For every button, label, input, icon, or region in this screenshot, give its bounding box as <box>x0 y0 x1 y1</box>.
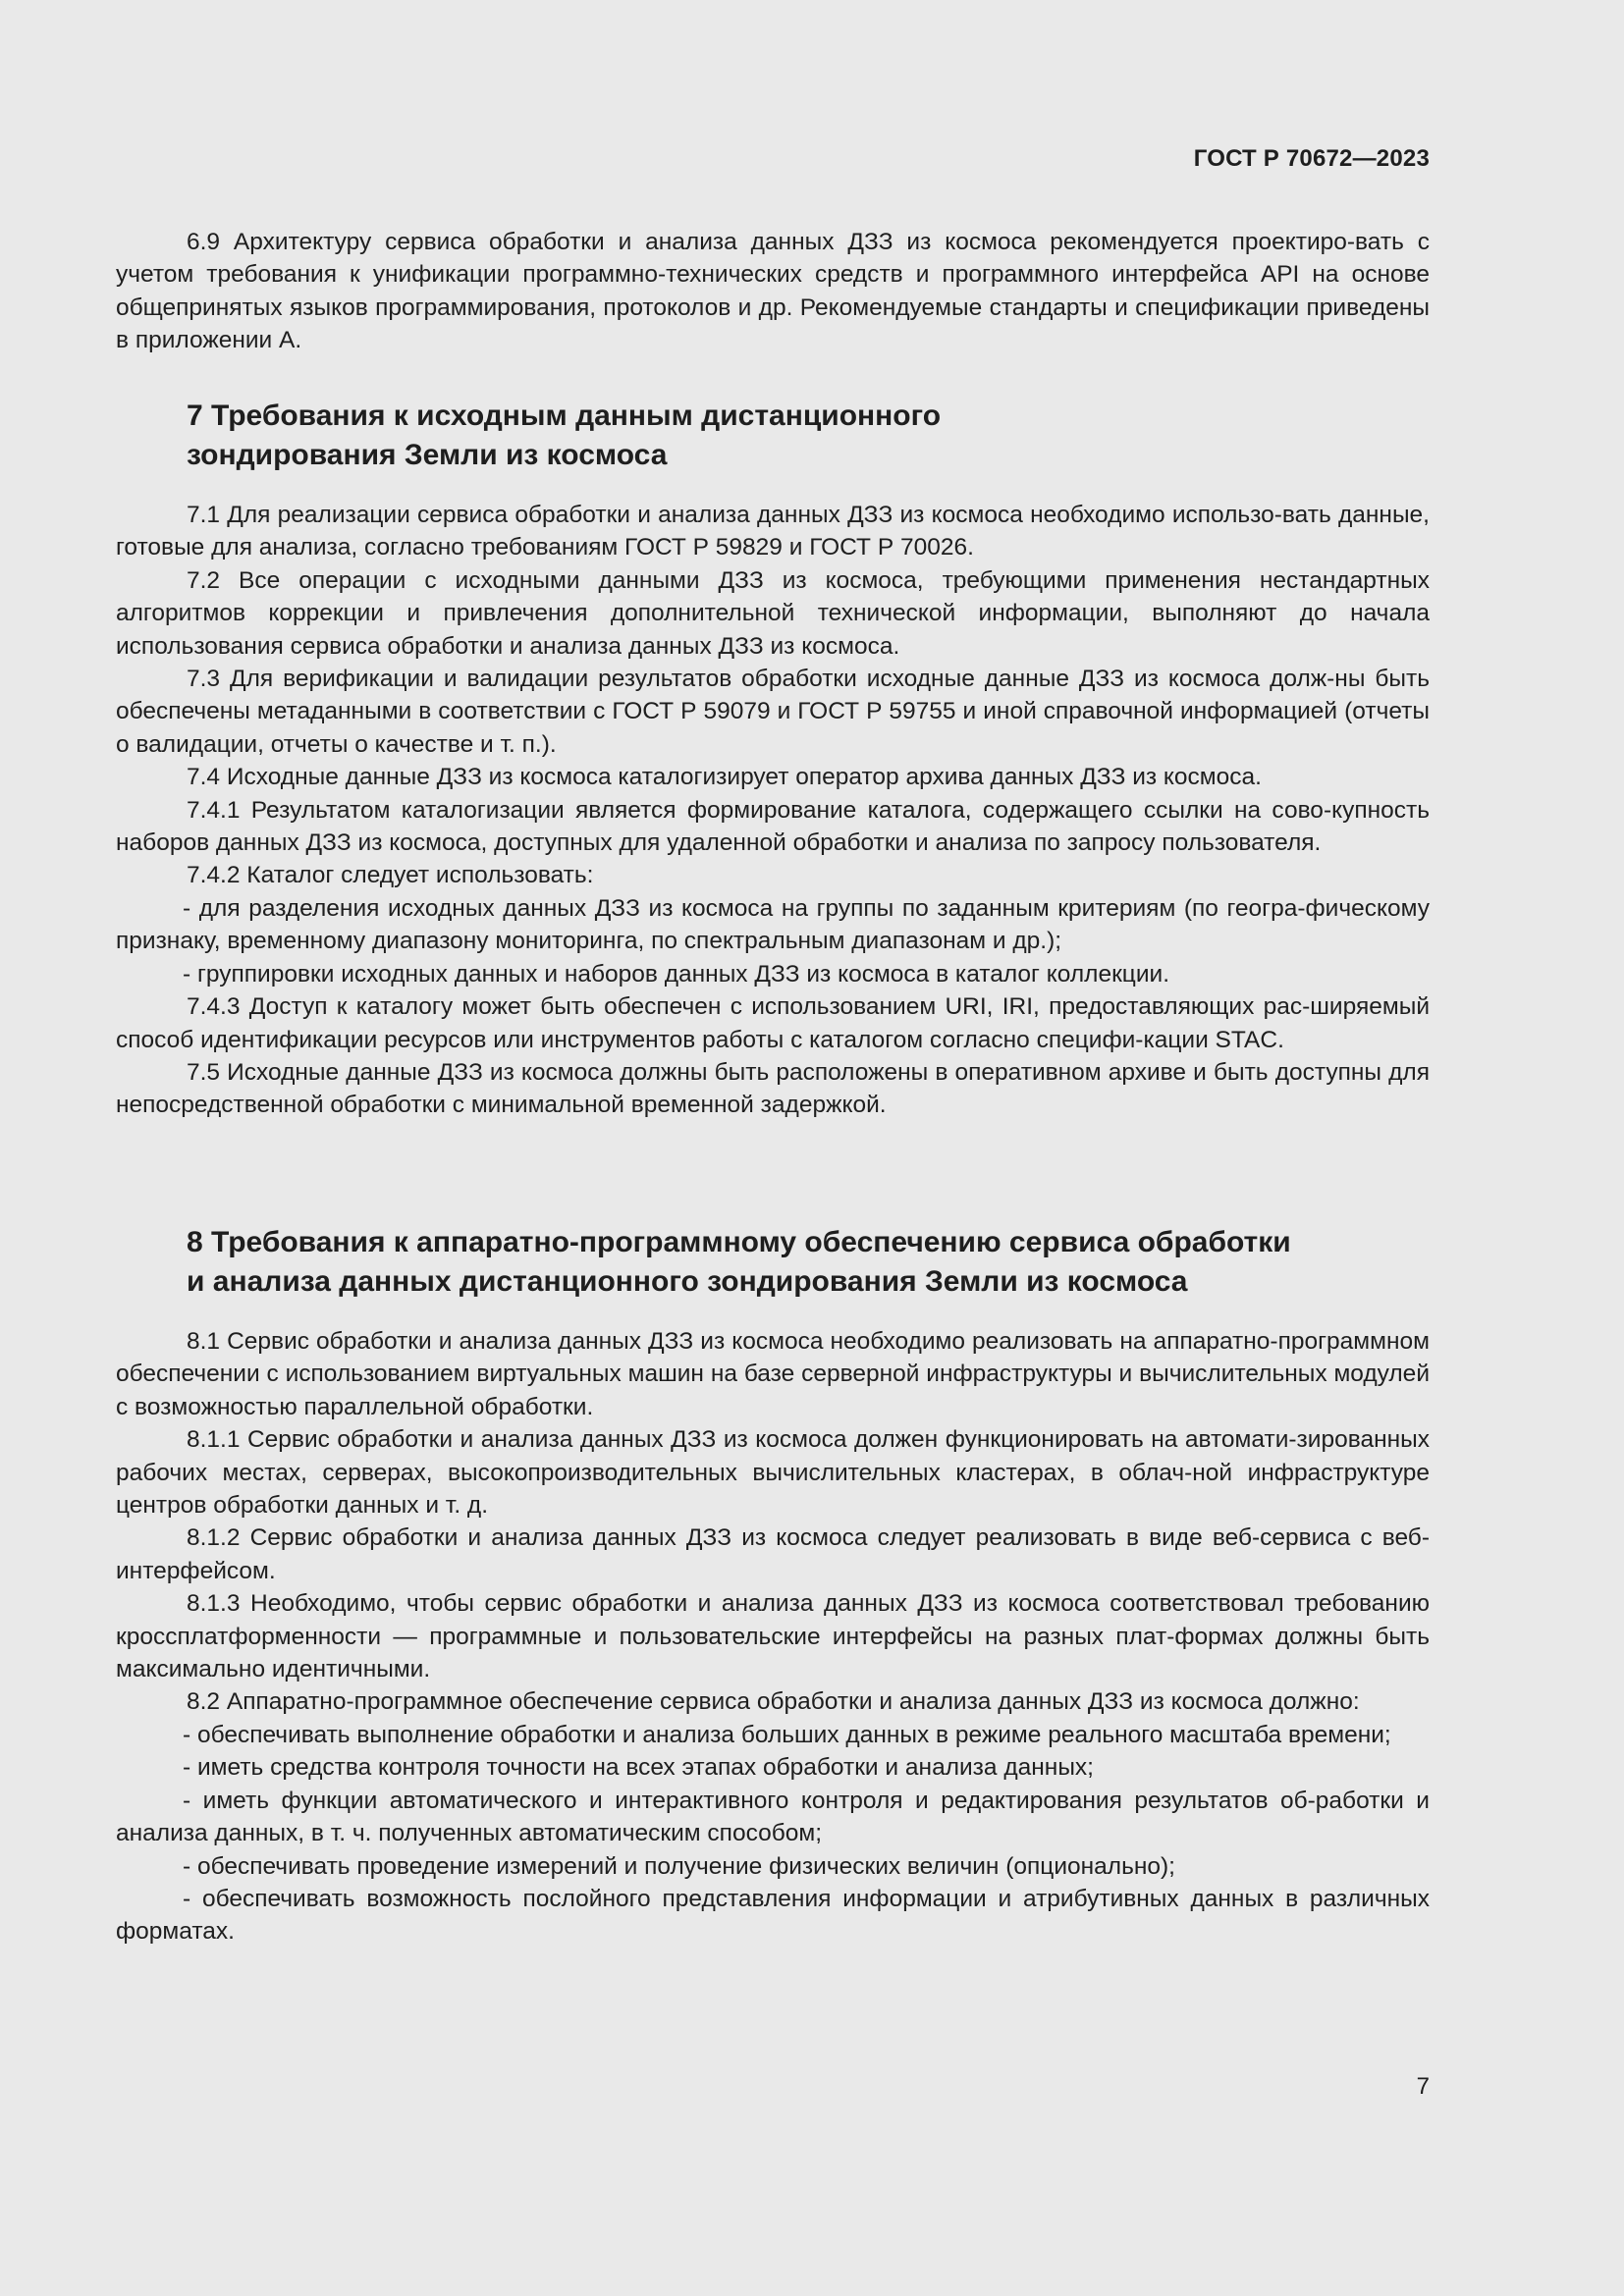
paragraph-8-1: 8.1 Сервис обработки и анализа данных ДЗЗ из космоса необходимо реализовать на аппаратно-программном обеспечении с использованием виртуальных машин на базе серверной инфраструктуры и вычислительных модулей с возможностью параллельной обработки. <box>116 1328 1430 1420</box>
list-item: - обеспечивать выполнение обработки и анализа больших данных в режиме реального масштаба времени; <box>183 1721 1391 1748</box>
list-item: - обеспечивать проведение измерений и получение физических величин (опционально); <box>183 1852 1175 1880</box>
list-item: - группировки исходных данных и наборов данных ДЗЗ из космоса в каталог коллекции. <box>183 960 1170 988</box>
paragraph-7-4-1: 7.4.1 Результатом каталогизации является формирование каталога, содержащего ссылки на сово-купность наборов данных ДЗЗ из космоса, доступных для удаленной обработки и анализа по запросу пользователя. <box>116 796 1430 857</box>
section-8-heading <box>116 1223 1430 1302</box>
page-number: 7 <box>1416 2073 1430 2100</box>
paragraph-7-2: 7.2 Все операции с исходными данными ДЗЗ из космоса, требующими применения нестандартных алгоритмов коррекции и привлечения дополнительной технической информации, выполняют до начала использования сервиса обработки и анализа данных ДЗЗ из космоса. <box>116 566 1430 660</box>
section-7-title-line2: зондирования Земли из космоса <box>187 439 668 471</box>
list-item: - иметь функции автоматического и интерактивного контроля и редактирования результатов об-работки и анализа данных, в т. ч. полученных автоматическим способом; <box>116 1787 1430 1847</box>
paragraph-8-2: 8.2 Аппаратно-программное обеспечение сервиса обработки и анализа данных ДЗЗ из космоса должно: <box>187 1688 1360 1716</box>
section-7-body <box>116 499 1430 1122</box>
list-item: - для разделения исходных данных ДЗЗ из космоса на группы по заданным критериям (по геогра-фическому признаку, временному диапазону мониторинга, по спектральным диапазонам и др.); <box>116 894 1430 955</box>
section-7-title-line1: 7 Требования к исходным данным дистанционного <box>187 400 942 432</box>
section-8-title-line2: и анализа данных дистанционного зондирования Земли из космоса <box>187 1265 1188 1298</box>
paragraph-7-5: 7.5 Исходные данные ДЗЗ из космоса должны быть расположены в оперативном архиве и быть доступны для непосредственной обработки с минимальной временной задержкой. <box>116 1058 1430 1119</box>
section-8-body <box>116 1325 1430 1949</box>
paragraph-8-1-3: 8.1.3 Необходимо, чтобы сервис обработки и анализа данных ДЗЗ из космоса соответствовал требованию кроссплатформенности — программные и пользовательские интерфейсы на разных плат-формах должны быть максимально идентичными. <box>116 1590 1430 1683</box>
paragraph-7-3: 7.3 Для верификации и валидации результатов обработки исходные данные ДЗЗ из космоса долж-ны быть обеспечены метаданными в соответствии с ГОСТ Р 59079 и ГОСТ Р 59755 и иной справочной информацией (отчеты о валидации, отчеты о качестве и т. п.). <box>116 666 1430 758</box>
list-item: - обеспечивать возможность послойного представления информации и атрибутивных данных в различных форматах. <box>116 1885 1430 1946</box>
paragraph-7-4-3: 7.4.3 Доступ к каталогу может быть обеспечен с использованием URI, IRI, предоставляющих рас-ширяемый способ идентификации ресурсов или инструментов работы с каталогом согласно специфи-кации STAC. <box>116 993 1430 1053</box>
section-7-heading <box>116 397 1430 475</box>
paragraph-7-1: 7.1 Для реализации сервиса обработки и анализа данных ДЗЗ из космоса необходимо использо-вать данные, готовые для анализа, согласно требованиям ГОСТ Р 59829 и ГОСТ Р 70026. <box>116 502 1430 561</box>
paragraph-8-1-2: 8.1.2 Сервис обработки и анализа данных ДЗЗ из космоса следует реализовать в виде веб-сервиса с веб-интерфейсом. <box>116 1524 1430 1584</box>
paragraph-6-9: 6.9 Архитектуру сервиса обработки и анализа данных ДЗЗ из космоса рекомендуется проектиро-вать с учетом требования к унификации программно-технических средств и программного интерфейса API на основе общепринятых языков программирования, протоколов и др. Рекомендуемые стандарты и спецификации приведены в приложении А. <box>116 229 1430 354</box>
list-item: - иметь средства контроля точности на всех этапах обработки и анализа данных; <box>183 1754 1094 1782</box>
paragraph-7-4-2: 7.4.2 Каталог следует использовать: <box>187 862 594 889</box>
section-6-tail <box>116 226 1430 357</box>
section-8-title-line1: 8 Требования к аппаратно-программному обеспечению сервиса обработки <box>187 1226 1291 1258</box>
paragraph-7-4: 7.4 Исходные данные ДЗЗ из космоса каталогизирует оператор архива данных ДЗЗ из космоса. <box>187 764 1262 791</box>
standard-header: ГОСТ Р 70672—2023 <box>1193 145 1430 172</box>
paragraph-8-1-1: 8.1.1 Сервис обработки и анализа данных ДЗЗ из космоса должен функционировать на автомати-зированных рабочих местах, серверах, высокопроизводительных вычислительных кластерах, в облач-ной инфраструктуре центров обработки данных и т. д. <box>116 1426 1430 1520</box>
